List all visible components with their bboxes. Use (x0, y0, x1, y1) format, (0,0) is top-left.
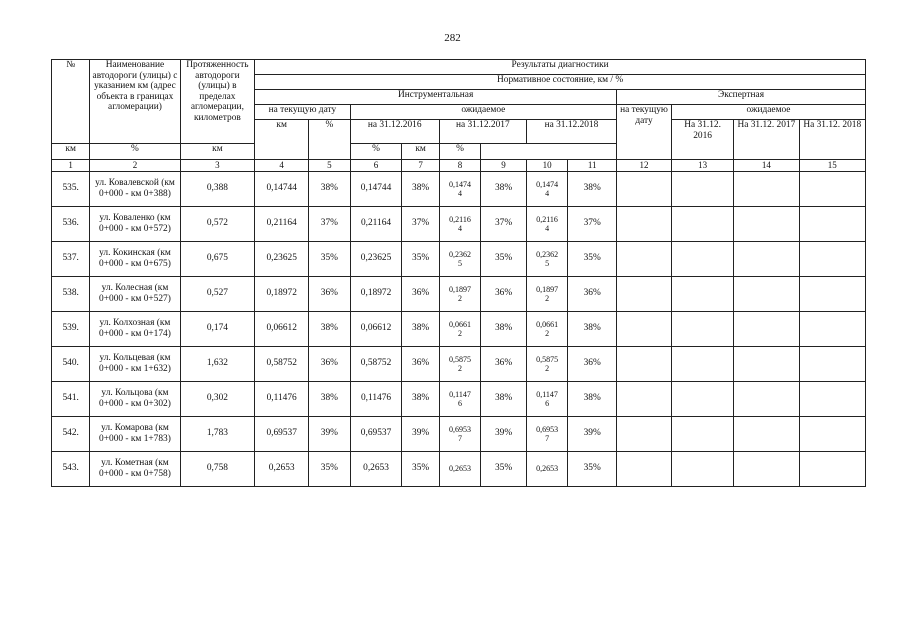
row-number: 541. (52, 381, 90, 416)
pct-2018: 38% (568, 381, 617, 416)
expert-current (617, 206, 672, 241)
km-2017-line2: 2 (458, 328, 462, 338)
table-row (52, 206, 866, 241)
column-number: 9 (481, 160, 527, 172)
km-2016: 0,69537 (350, 416, 402, 451)
current-km: 0,06612 (255, 311, 309, 346)
km-2016: 0,18972 (350, 276, 402, 311)
header-length: Протяженность автодороги (улицы) в пределах агломерации, километров (180, 60, 255, 144)
km-2017 (439, 276, 480, 311)
road-name: ул. Колхозная (км 0+000 - км 0+174) (90, 311, 180, 346)
expert-current (617, 416, 672, 451)
km-2018 (526, 381, 567, 416)
km-2017 (439, 381, 480, 416)
table-row (52, 381, 866, 416)
pct-2016: 38% (402, 171, 439, 206)
pct-2018: 39% (568, 416, 617, 451)
km-2018 (526, 206, 567, 241)
pct-2017: 38% (481, 311, 527, 346)
road-length: 0,388 (180, 171, 255, 206)
table-row (52, 346, 866, 381)
expert-2018 (799, 206, 865, 241)
header-normative: Нормативное состояние, км / % (255, 75, 866, 90)
header-pct-2017: % (350, 144, 402, 160)
expert-2018 (799, 346, 865, 381)
pct-2017: 38% (481, 171, 527, 206)
header-exp-2017: На 31.12. 2017 (734, 120, 799, 160)
column-number: 4 (255, 160, 309, 172)
pct-2016: 39% (402, 416, 439, 451)
km-2017-line1: 0,2362 (449, 249, 471, 259)
road-name: ул. Колесная (км 0+000 - км 0+527) (90, 276, 180, 311)
road-name: ул. Кокинская (км 0+000 - км 0+675) (90, 241, 180, 276)
km-2018-line1: 0,6953 (536, 424, 559, 434)
pct-2016: 35% (402, 451, 439, 486)
current-km: 0,69537 (255, 416, 309, 451)
km-2018 (526, 311, 567, 346)
km-2017-line2: 2 (458, 363, 462, 373)
header-current-date: на текущую дату (255, 105, 350, 120)
road-length: 0,572 (180, 206, 255, 241)
table-row (52, 171, 866, 206)
table-row (52, 451, 866, 486)
header-exp-2018: На 31.12. 2018 (799, 120, 865, 160)
table-row (52, 241, 866, 276)
pct-2018: 38% (568, 171, 617, 206)
km-2016: 0,21164 (350, 206, 402, 241)
expert-current (617, 311, 672, 346)
expert-2017 (734, 451, 799, 486)
km-2017-line1: 0,5875 (449, 354, 471, 364)
road-length: 1,632 (180, 346, 255, 381)
km-2016: 0,11476 (350, 381, 402, 416)
current-km: 0,11476 (255, 381, 309, 416)
column-number: 14 (734, 160, 799, 172)
row-number: 540. (52, 346, 90, 381)
km-2018-line1: 0,2653 (536, 464, 559, 473)
pct-2018: 38% (568, 311, 617, 346)
expert-2018 (799, 241, 865, 276)
km-2017 (439, 311, 480, 346)
current-pct: 37% (309, 206, 350, 241)
header-date-2018: на 31.12.2018 (526, 120, 616, 144)
expert-2017 (734, 276, 799, 311)
current-km: 0,2653 (255, 451, 309, 486)
km-2017-line1: 0,6953 (449, 424, 471, 434)
column-number: 2 (90, 160, 180, 172)
road-length: 0,302 (180, 381, 255, 416)
km-2017-line1: 0,2653 (449, 464, 471, 473)
header-expert-expected: ожидаемое (672, 105, 866, 120)
current-pct: 36% (309, 276, 350, 311)
current-km: 0,58752 (255, 346, 309, 381)
pct-2016: 38% (402, 311, 439, 346)
km-2018-line2: 4 (545, 223, 550, 233)
expert-2018 (799, 451, 865, 486)
km-2017-line2: 4 (458, 188, 462, 198)
header-expert: Экспертная (617, 90, 866, 105)
header-cur-km: км (255, 120, 309, 160)
km-2018 (526, 171, 567, 206)
current-pct: 35% (309, 241, 350, 276)
km-2018 (526, 346, 567, 381)
column-number: 15 (799, 160, 865, 172)
header-no: № (52, 60, 90, 144)
header-expert-current: на текущую дату (617, 105, 672, 160)
column-number: 5 (309, 160, 350, 172)
pct-2017: 36% (481, 276, 527, 311)
expert-2017 (734, 311, 799, 346)
pct-2016: 38% (402, 381, 439, 416)
row-number: 535. (52, 171, 90, 206)
table-row (52, 416, 866, 451)
current-pct: 38% (309, 311, 350, 346)
pct-2016: 37% (402, 206, 439, 241)
column-number: 1 (52, 160, 90, 172)
current-pct: 35% (309, 451, 350, 486)
table-row (52, 276, 866, 311)
expert-2016 (672, 241, 734, 276)
current-pct: 38% (309, 171, 350, 206)
header-results: Результаты диагностики (255, 60, 866, 75)
header-pct-2016: % (90, 144, 180, 160)
expert-current (617, 241, 672, 276)
road-name: ул. Кольцевая (км 0+000 - км 1+632) (90, 346, 180, 381)
km-2017-line2: 5 (458, 258, 462, 268)
km-2018-line1: 0,0661 (536, 319, 559, 329)
km-2017 (439, 241, 480, 276)
km-2017-line1: 0,2116 (449, 214, 471, 224)
expert-2016 (672, 171, 734, 206)
road-name: ул. Комарова (км 0+000 - км 1+783) (90, 416, 180, 451)
road-length: 0,758 (180, 451, 255, 486)
km-2018-line1: 0,1147 (536, 389, 558, 399)
km-2018-line1: 0,2116 (536, 214, 558, 224)
page-number: 282 (444, 32, 461, 44)
road-length: 1,783 (180, 416, 255, 451)
expert-current (617, 381, 672, 416)
pct-2017: 35% (481, 451, 527, 486)
current-pct: 38% (309, 381, 350, 416)
header-date-2017: на 31.12.2017 (439, 120, 526, 144)
km-2018-line2: 2 (545, 293, 550, 303)
expert-current (617, 451, 672, 486)
table-row (52, 311, 866, 346)
km-2018-line2: 6 (545, 398, 550, 408)
column-number: 8 (439, 160, 480, 172)
km-2018 (526, 276, 567, 311)
header-name: Наименование автодороги (улицы) с указанием км (адрес объекта в границах агломерации) (90, 60, 180, 144)
diagnostics-table (51, 59, 866, 487)
column-number: 11 (568, 160, 617, 172)
pct-2018: 36% (568, 346, 617, 381)
header-date-2016: на 31.12.2016 (350, 120, 439, 144)
expert-2018 (799, 416, 865, 451)
pct-2018: 35% (568, 451, 617, 486)
expert-2018 (799, 311, 865, 346)
pct-2017: 38% (481, 381, 527, 416)
expert-2017 (734, 241, 799, 276)
pct-2018: 36% (568, 276, 617, 311)
expert-2016 (672, 346, 734, 381)
header-km-2017: км (180, 144, 255, 160)
column-number: 3 (180, 160, 255, 172)
header-km-2016: км (52, 144, 90, 160)
header-cur-pct: % (309, 120, 350, 160)
header-pct-2018: % (439, 144, 480, 160)
row-number: 543. (52, 451, 90, 486)
expert-2017 (734, 346, 799, 381)
current-km: 0,21164 (255, 206, 309, 241)
road-length: 0,675 (180, 241, 255, 276)
row-number: 542. (52, 416, 90, 451)
expert-2016 (672, 311, 734, 346)
road-name: ул. Коваленко (км 0+000 - км 0+572) (90, 206, 180, 241)
expert-2018 (799, 171, 865, 206)
pct-2017: 37% (481, 206, 527, 241)
km-2018-line2: 2 (545, 363, 550, 373)
km-2017-line1: 0,0661 (449, 319, 471, 329)
road-length: 0,527 (180, 276, 255, 311)
pct-2017: 39% (481, 416, 527, 451)
row-number: 536. (52, 206, 90, 241)
row-number: 539. (52, 311, 90, 346)
expert-2016 (672, 206, 734, 241)
km-2018 (526, 451, 567, 486)
km-2017 (439, 171, 480, 206)
header-exp-2016: На 31.12. 2016 (672, 120, 734, 160)
km-2017-line2: 4 (458, 223, 462, 233)
expert-current (617, 346, 672, 381)
km-2016: 0,2653 (350, 451, 402, 486)
km-2018-line1: 0,5875 (536, 354, 559, 364)
expert-2017 (734, 416, 799, 451)
km-2017 (439, 451, 480, 486)
expert-2016 (672, 381, 734, 416)
expert-2016 (672, 276, 734, 311)
road-length: 0,174 (180, 311, 255, 346)
expert-current (617, 171, 672, 206)
expert-current (617, 276, 672, 311)
column-number: 12 (617, 160, 672, 172)
km-2017-line1: 0,1474 (449, 179, 471, 189)
column-number: 6 (350, 160, 402, 172)
column-number: 10 (526, 160, 567, 172)
current-km: 0,18972 (255, 276, 309, 311)
km-2016: 0,14744 (350, 171, 402, 206)
header-km-2018: км (402, 144, 439, 160)
current-km: 0,23625 (255, 241, 309, 276)
km-2017 (439, 206, 480, 241)
expert-2018 (799, 381, 865, 416)
km-2016: 0,06612 (350, 311, 402, 346)
row-number: 537. (52, 241, 90, 276)
pct-2016: 36% (402, 346, 439, 381)
km-2018-line2: 5 (545, 258, 550, 268)
expert-2016 (672, 451, 734, 486)
pct-2018: 35% (568, 241, 617, 276)
km-2017-line1: 0,1147 (449, 389, 471, 399)
km-2017-line2: 2 (458, 293, 462, 303)
km-2017-line2: 7 (458, 433, 462, 443)
column-number-row (52, 160, 866, 172)
header-instrumental: Инструментальная (255, 90, 617, 105)
km-2017-line2: 6 (458, 398, 462, 408)
road-name: ул. Кольцова (км 0+000 - км 0+302) (90, 381, 180, 416)
road-name: ул. Кометная (км 0+000 - км 0+758) (90, 451, 180, 486)
pct-2017: 35% (481, 241, 527, 276)
road-name: ул. Ковалевской (км 0+000 - км 0+388) (90, 171, 180, 206)
km-2018-line1: 0,2362 (536, 249, 559, 259)
km-2017-line1: 0,1897 (449, 284, 471, 294)
current-pct: 36% (309, 346, 350, 381)
pct-2016: 35% (402, 241, 439, 276)
row-number: 538. (52, 276, 90, 311)
header-expected: ожидаемое (350, 105, 616, 120)
pct-2018: 37% (568, 206, 617, 241)
expert-2018 (799, 276, 865, 311)
km-2018-line2: 4 (545, 188, 550, 198)
expert-2017 (734, 206, 799, 241)
expert-2017 (734, 381, 799, 416)
km-2018 (526, 241, 567, 276)
km-2016: 0,23625 (350, 241, 402, 276)
km-2016: 0,58752 (350, 346, 402, 381)
pct-2017: 36% (481, 346, 527, 381)
pct-2016: 36% (402, 276, 439, 311)
km-2018-line1: 0,1474 (536, 179, 559, 189)
current-km: 0,14744 (255, 171, 309, 206)
expert-2016 (672, 416, 734, 451)
km-2018-line2: 2 (545, 328, 550, 338)
expert-2017 (734, 171, 799, 206)
current-pct: 39% (309, 416, 350, 451)
km-2017 (439, 346, 480, 381)
km-2018-line1: 0,1897 (536, 284, 559, 294)
km-2018 (526, 416, 567, 451)
column-number: 7 (402, 160, 439, 172)
km-2017 (439, 416, 480, 451)
km-2018-line2: 7 (545, 433, 550, 443)
column-number: 13 (672, 160, 734, 172)
